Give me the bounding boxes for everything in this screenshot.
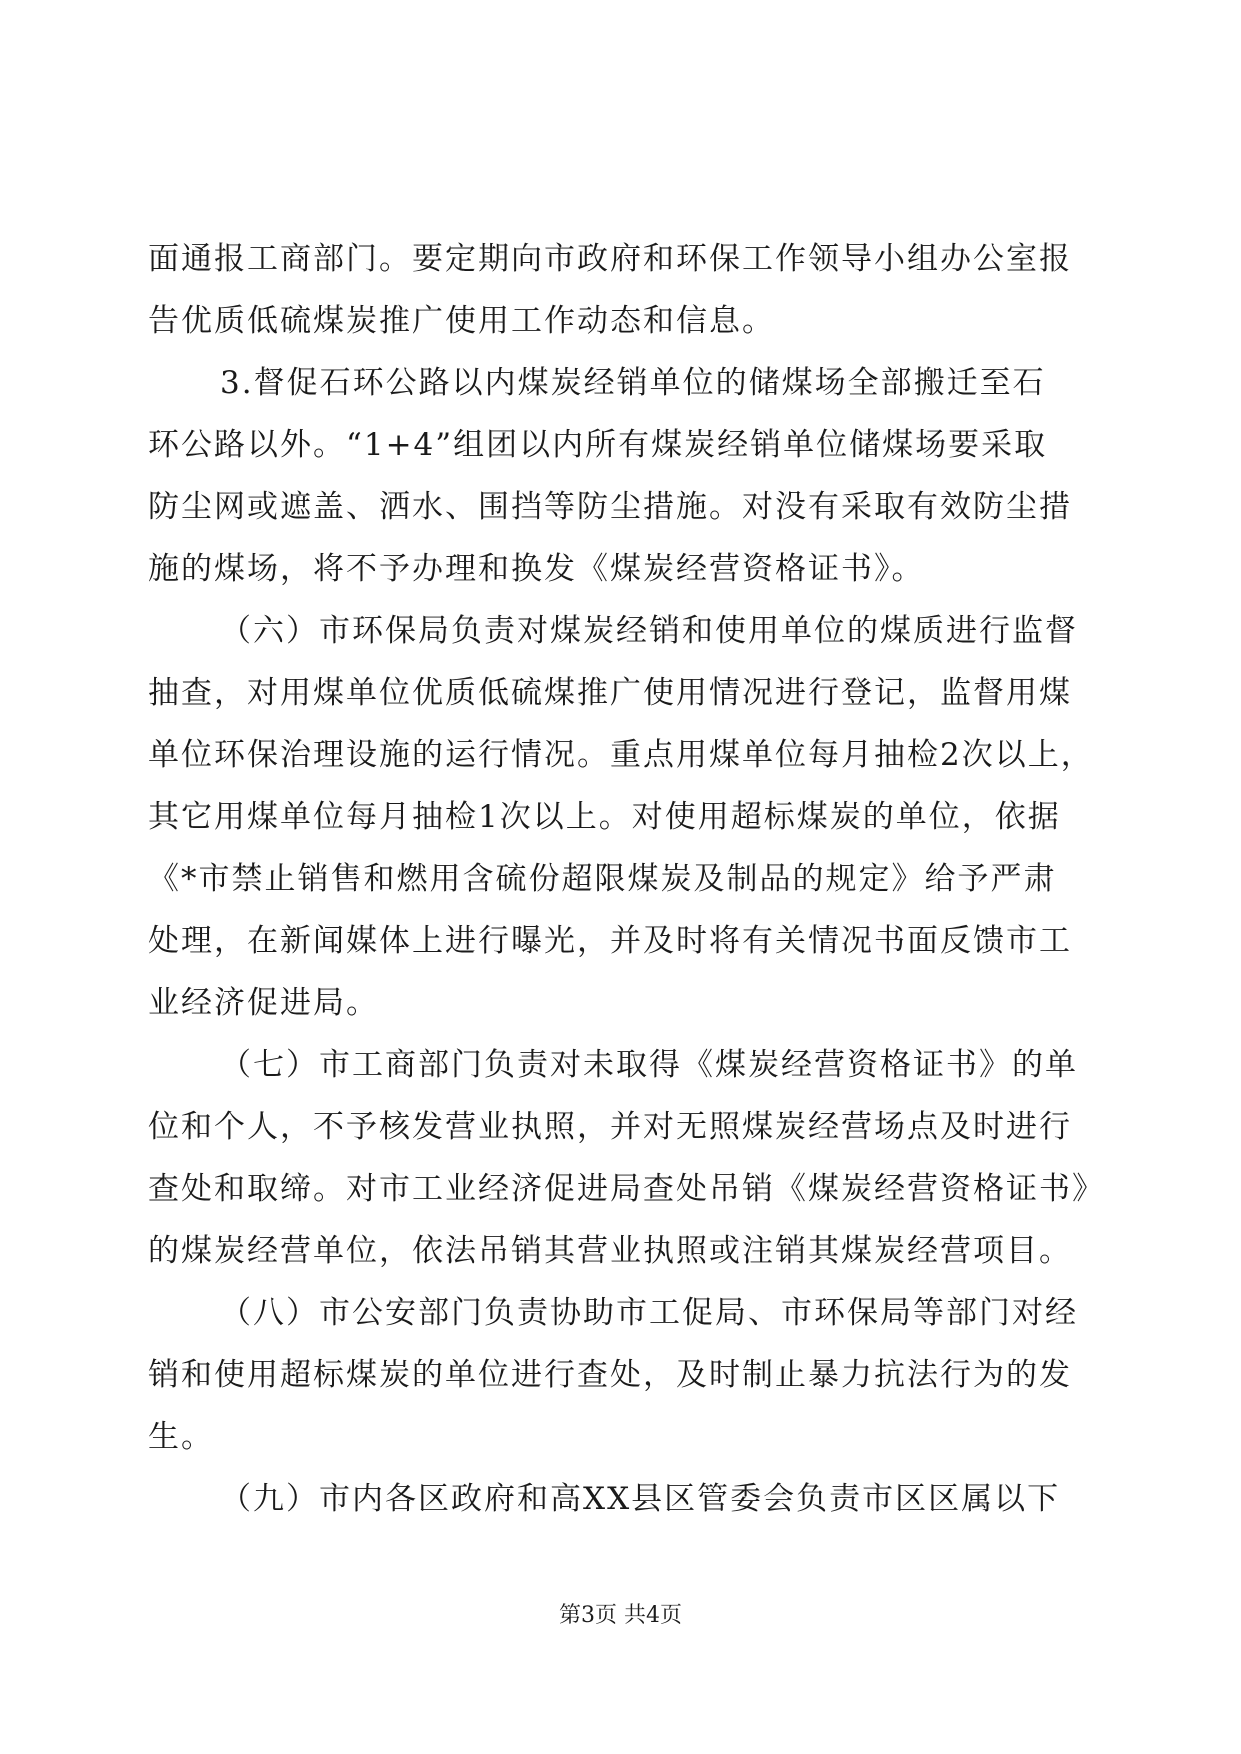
text-line: 处理，在新闻媒体上进行曝光，并及时将有关情况书面反馈市工 <box>148 923 1072 959</box>
text-line: 销和使用超标煤炭的单位进行查处，及时制止暴力抗法行为的发 <box>148 1357 1072 1393</box>
document-body <box>148 228 1105 1530</box>
text-line: 其它用煤单位每月抽检1次以上。对使用超标煤炭的单位，依据 <box>148 799 1061 835</box>
text-line: （九）市内各区政府和高XX县区管委会负责市区区属以下 <box>220 1481 1061 1517</box>
text-line: 位和个人，不予核发营业执照，并对无照煤炭经营场点及时进行 <box>148 1109 1072 1145</box>
text-line: 告优质低硫煤炭推广使用工作动态和信息。 <box>148 303 775 339</box>
text-line: 生。 <box>148 1419 214 1455</box>
text-line: （六）市环保局负责对煤炭经销和使用单位的煤质进行监督 <box>220 613 1078 649</box>
text-line: 单位环保治理设施的运行情况。重点用煤单位每月抽检2次以上， <box>148 737 1094 773</box>
text-line: 抽查，对用煤单位优质低硫煤推广使用情况进行登记，监督用煤 <box>148 675 1072 711</box>
text-line: 业经济促进局。 <box>148 985 379 1021</box>
text-line: 面通报工商部门。要定期向市政府和环保工作领导小组办公室报 <box>148 241 1072 277</box>
text-line: 防尘网或遮盖、洒水、围挡等防尘措施。对没有采取有效防尘措 <box>148 489 1072 525</box>
text-line: 《*市禁止销售和燃用含硫份超限煤炭及制品的规定》给予严肃 <box>148 861 1057 897</box>
text-line: （八）市公安部门负责协助市工促局、市环保局等部门对经 <box>220 1295 1078 1331</box>
text-line: 3.督促石环公路以内煤炭经销单位的储煤场全部搬迁至石 <box>220 365 1046 401</box>
text-line: 查处和取缔。对市工业经济促进局查处吊销《煤炭经营资格证书》 <box>148 1171 1105 1207</box>
text-line: 施的煤场，将不予办理和换发《煤炭经营资格证书》。 <box>148 551 925 587</box>
text-line: 环公路以外。“1+4”组团以内所有煤炭经销单位储煤场要采取 <box>148 427 1048 463</box>
text-line: （七）市工商部门负责对未取得《煤炭经营资格证书》的单 <box>220 1047 1078 1083</box>
page-footer: 第3页 共4页 <box>559 1603 682 1628</box>
text-line: 的煤炭经营单位，依法吊销其营业执照或注销其煤炭经营项目。 <box>148 1233 1072 1269</box>
